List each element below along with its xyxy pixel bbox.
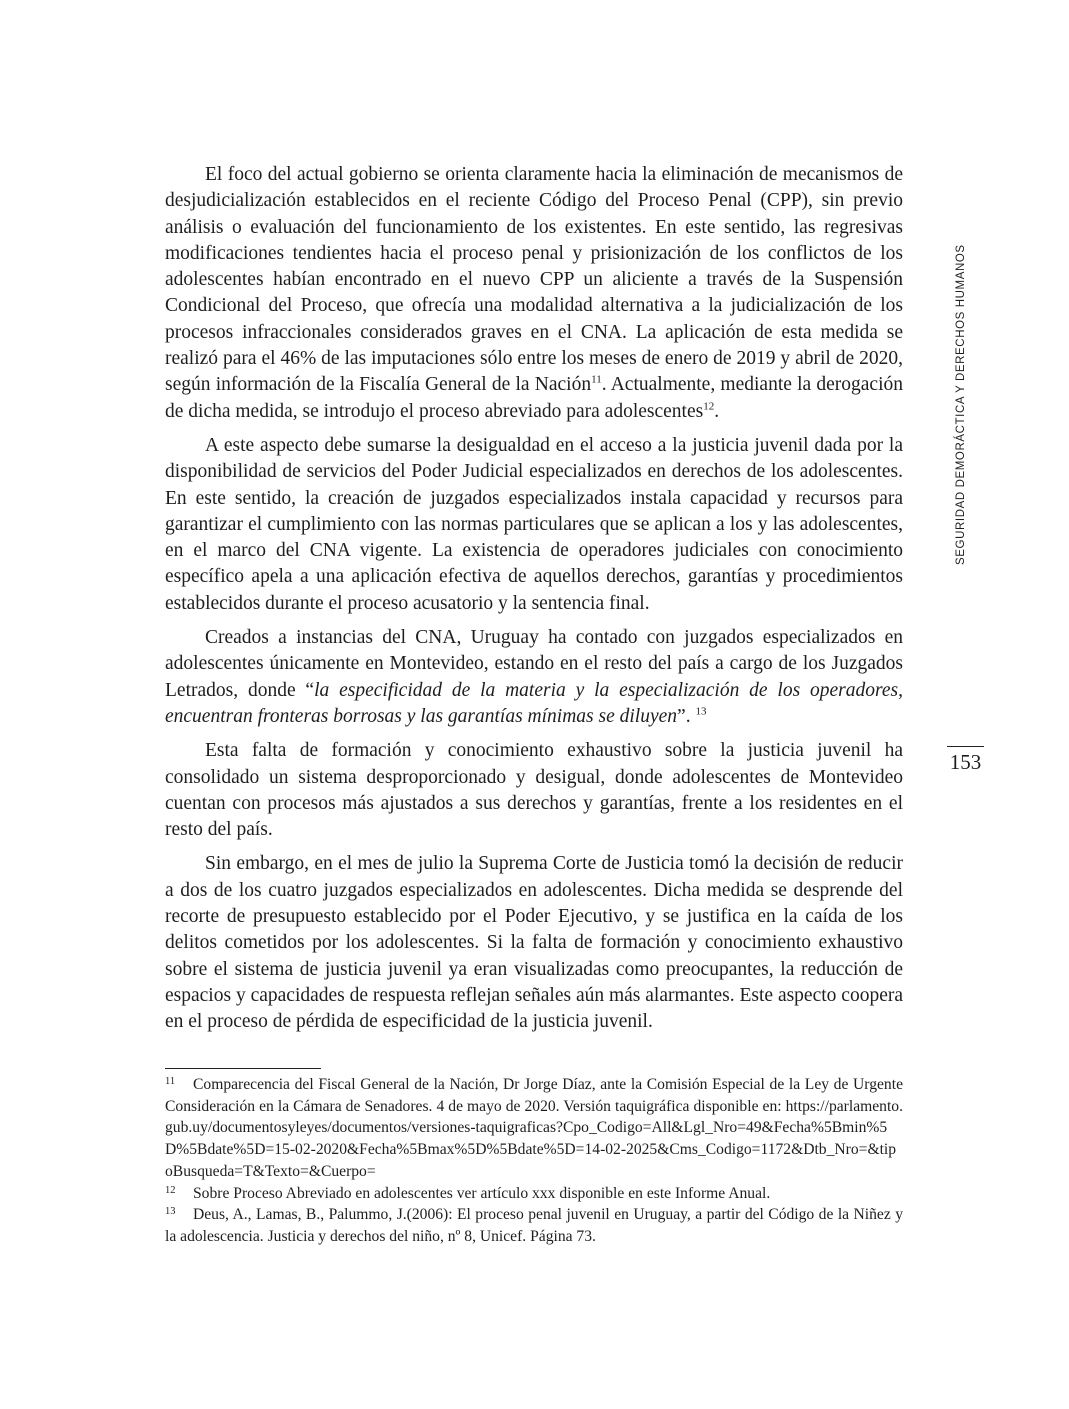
- footnote-url[interactable]: https://parlamento.gub.uy/documentosyleyes/documentos/versiones-taquigraficas?Cpo_Codigo=All&Lgl_Nro=49&Fecha%5Bmin%5D%5Bdate%5D=15-02-2020&Fecha%5Bmax%5D%5Bdate%5D=14-02-2025&Cms_Codigo=1172&Dtb_Nro=&tipoBusqueda=T&Texto=&Cuerpo=: [165, 1097, 903, 1180]
- page-number-rule: [947, 746, 984, 747]
- body-text: [165, 162, 903, 1044]
- paragraph-4: Esta falta de formación y conocimiento exhaustivo sobre la justicia juvenil ha consolidado un sistema desproporcionado y desigual, donde adolescentes de Montevideo cuentan con procesos más ajustados a sus derechos y garantías, frente a los residentes en el resto del país.: [165, 740, 903, 841]
- footnote-12: [165, 1183, 903, 1205]
- paragraph-2: A este aspecto debe sumarse la desigualdad en el acceso a la justicia juvenil dada por la disponibilidad de servicios del Poder Judicial especializados en derechos de los adolescentes. En este sentido, la creación de juzgados especializados instala capacidad y recursos para garantizar el cumplimiento con las normas particulares que se aplican a los y las adolescentes, en el marco del CNA vigente. La existencia de operadores judiciales con conocimiento específico apela a una aplicación efectiva de aquellos derechos, garantías y procedimientos establecidos durante el proceso acusatorio y la sentencia final.: [165, 434, 903, 614]
- paragraph-3-text-b: ”.: [677, 705, 691, 727]
- paragraph-3-text-a: Creados a instancias del CNA, Uruguay ha contado con juzgados especializados en adolescentes únicamente en Montevideo, estando en el resto del país a cargo de los Juzgados Letrados, donde “: [165, 627, 903, 701]
- footnote-text: Sobre Proceso Abreviado en adolescentes ver artículo xxx disponible en este Informe Anual.: [193, 1184, 771, 1202]
- footnote-number: 12: [165, 1184, 176, 1196]
- paragraph-3: [165, 625, 903, 730]
- paragraph-1-text-b: . Actualmente, mediante la derogación de dicha medida, se introdujo el proceso abreviado para adolescentes: [165, 374, 904, 422]
- paragraph-1-text-c: .: [714, 400, 720, 422]
- footnote-11: [165, 1074, 903, 1183]
- page-number: 153: [949, 750, 982, 774]
- running-section-title: SEGURIDAD DEMORÁCTICA Y DERECHOS HUMANOS: [955, 244, 967, 565]
- footnote-number: 11: [165, 1076, 176, 1087]
- footnote-ref-12[interactable]: 12: [703, 400, 715, 413]
- footnotes: [165, 1074, 903, 1248]
- footnote-ref-13[interactable]: 13: [695, 705, 707, 718]
- footnote-number: 13: [165, 1206, 176, 1218]
- paragraph-5: Sin embargo, en el mes de julio la Suprema Corte de Justicia tomó la decisión de reducir a dos de los cuatro juzgados especializados en adolescentes. Dicha medida se desprende del recorte de presupuesto establecido por el Poder Ejecutivo, y se justifica en la caída de los delitos cometidos por los adolescentes. Si la falta de formación y conocimiento exhaustivo sobre el sistema de justicia juvenil ya eran visualizadas como preocupantes, la reducción de espacios y capacidades de respuesta reflejan señales aún más alarmantes. Este aspecto coopera en el proceso de pérdida de especificidad de la justicia juvenil.: [165, 853, 903, 1033]
- footnote-ref-11[interactable]: 11: [591, 373, 602, 386]
- footnote-text: Deus, A., Lamas, B., Palummo, J.(2006): El proceso penal juvenil en Uruguay, a partir del Código de la Niñez y la adolescencia. Justicia y derechos del niño, nº 8, Unicef. Página 73.: [165, 1206, 903, 1245]
- footnote-divider: [165, 1068, 321, 1069]
- paragraph-3-quote: la especificidad de la materia y la especialización de los operadores, encuentran fronteras borrosas y las garantías mínimas se diluyen: [165, 679, 903, 727]
- paragraph-1-text-a: El foco del actual gobierno se orienta claramente hacia la eliminación de mecanismos de desjudicialización establecidos en el reciente Código del Proceso Penal (CPP), sin previo análisis o evaluación del funcionamiento de los existentes. En este sentido, las regresivas modificaciones tendientes hacia el proceso penal y prisionización de los conflictos de los adolescentes habían encontrado en el nuevo CPP un aliciente a través de la Suspensión Condicional del Proceso, que ofrecía una modalidad alternativa a la judicialización de los procesos infraccionales considerados graves en el CNA. La aplicación de esta medida se realizó para el 46% de las imputaciones sólo entre los meses de enero de 2019 y abril de 2020, según información de la Fiscalía General de la Nación: [165, 164, 903, 396]
- footnote-text: Comparecencia del Fiscal General de la Nación, Dr Jorge Díaz, ante la Comisión Especial de la Ley de Urgente Consideración en la Cámara de Senadores. 4 de mayo de 2020. Versión taquigráfica disponible en:: [165, 1076, 903, 1115]
- footnote-13: [165, 1204, 903, 1247]
- paragraph-1: [165, 162, 903, 425]
